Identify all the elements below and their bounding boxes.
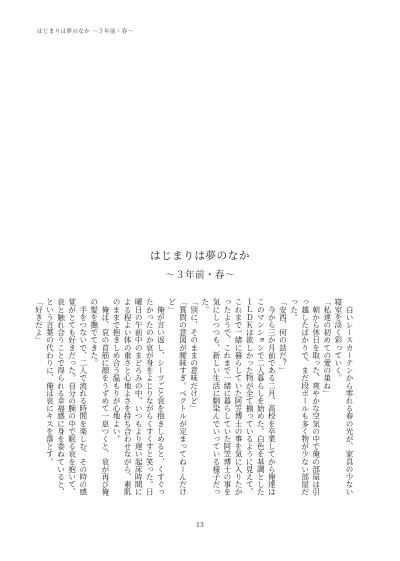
running-header: はじまりは夢のなか ～３年前・春～	[37, 29, 134, 35]
chapter-title: はじまりは夢のなか	[150, 250, 250, 262]
paragraph: 「別に、そのままの意味だけど」	[189, 298, 199, 412]
paragraph: 「質問の意図が曖昧すぎ。ベクトルが定まってねーんだけど」	[167, 298, 188, 496]
paragraph: 俺が言い返し、シーツごと哀を抱きしめると、くすぐったかったのか哀が身をよじりながらくすくすと笑った。日曜日の午前中のまどろみの中、いつもより遅い起床時間による程よい体の重さと心地よさを持ち合わせながら、素肌のままで抱きしめ合う温もりが心地よい。	[112, 298, 166, 496]
paragraph: 今から三か月前である二月、高校を卒業してから俺達はこのマンションで二人暮らしを始めた。白色を基調とした１ＬＤＫは欲しかった物が全て揃っているように見えて、これまで一緒に暮らしていた阿笠博士の事を気に入りたかったようで、これまで一緒に暮らしていた阿笠博士の事を気にしつつも、新しい生活に馴染んでいっている様子だった。	[200, 298, 277, 496]
chapter-subtitle: ～３年前・春～	[165, 270, 235, 281]
paragraph: 「好きだよ」	[34, 298, 44, 344]
paragraph: 手をつないで、二人で流れる時間を楽しむ、その時の感覚がとても好きだった。自分の腕の中で眠る哀を抱いて、哀と触れ合うことで得られる幸福感に身を委ねていると、という言葉の代わりに、俺は哀にキスを落とす。	[45, 298, 88, 496]
paragraph: 白いレースカーテンから零れる春の光が、家具の少ない寝室を淡く彩っていく。	[333, 298, 354, 496]
chapter-title-block	[0, 248, 400, 281]
paragraph: 朝から休日を取った、爽やかな空気の中で俺の部屋は引っ越したばかりで、まだ段ボールも多く物が少ない部屋だった。	[289, 298, 321, 496]
paragraph: 俺は、哀の首筋に顔をうずめて一息つくと、哀が再び俺の髪を撫でてきた。	[89, 298, 110, 496]
paragraph: 「私達の初めての愛の巣ね」	[322, 298, 332, 397]
paragraph: 「安西、何の話だ？」	[278, 298, 288, 374]
body-text	[34, 298, 355, 498]
page-number: 13	[196, 522, 204, 529]
